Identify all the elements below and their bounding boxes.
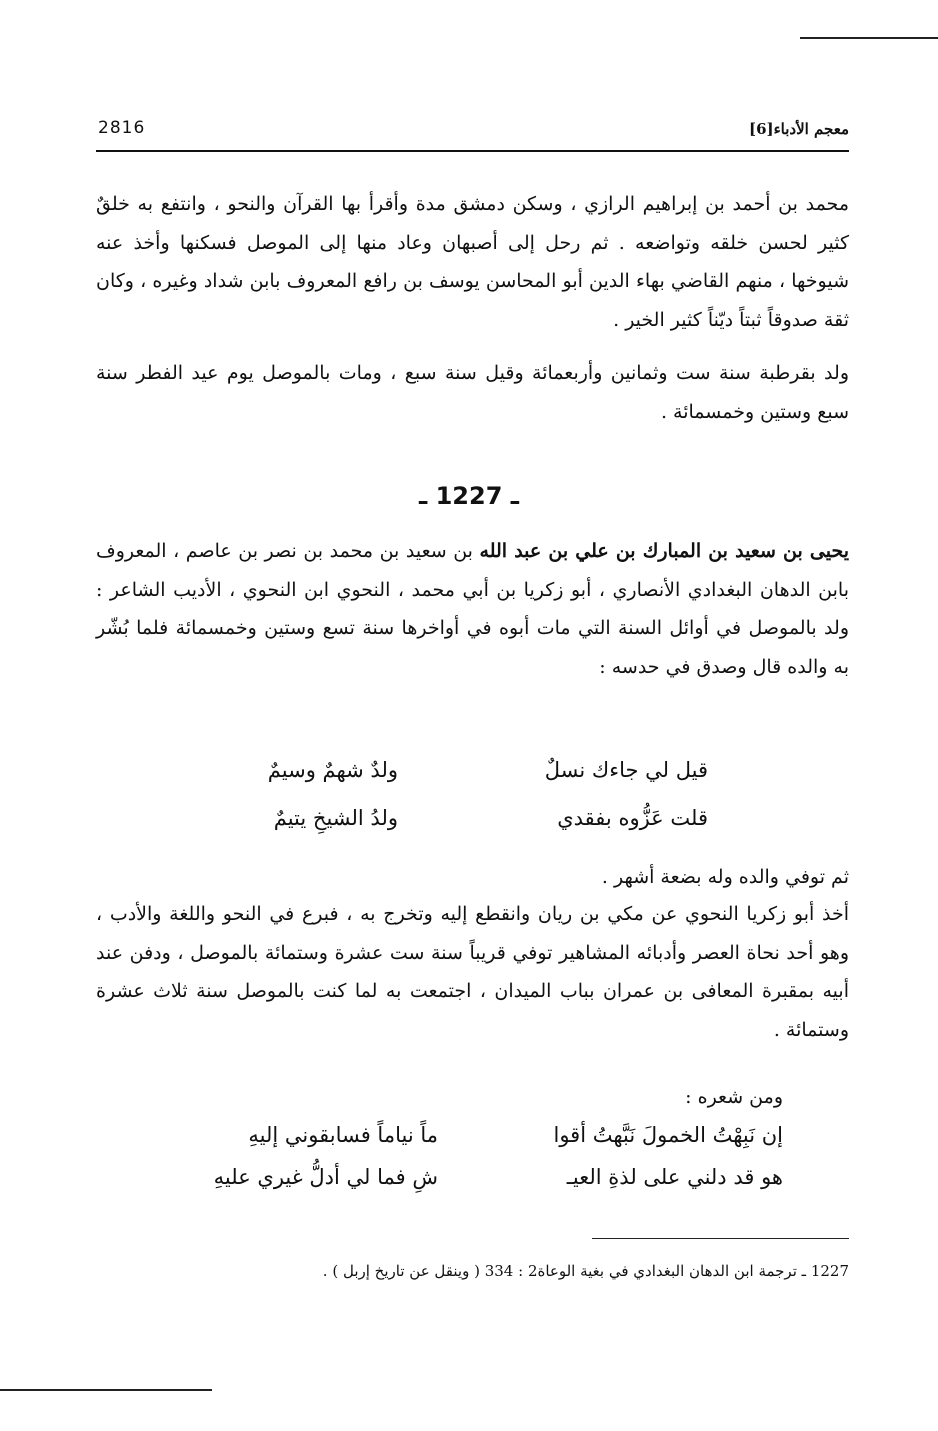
poem2-line2-hemistich-1: هو قد دلني على لذةِ العيـ xyxy=(566,1165,783,1189)
top-corner-rule xyxy=(800,37,938,39)
footnote-rule xyxy=(592,1238,849,1239)
poem2-line1-hemistich-2: ماً نياماً فسابقوني إليهِ xyxy=(248,1123,438,1147)
page-number: 2816 xyxy=(98,118,146,138)
page-header xyxy=(96,112,849,152)
book-title: معجم الأدباء[6] xyxy=(748,120,849,138)
biography-paragraph xyxy=(96,532,849,686)
poem1-line1-hemistich-2: ولدٌ شهمٌ وسيمٌ xyxy=(267,758,398,782)
footnote: 1227 ـ ترجمة ابن الدهان البغدادي في بغية الوعاة2 : 334 ( وينقل عن تاريخ إربل ) . xyxy=(322,1262,849,1280)
biography-text: بن سعيد بن محمد بن نصر بن عاصم ، المعروف بابن الدهان البغدادي الأنصاري ، أبو زكريا بن أبي محمد ، النحوي ابن النحوي ، الأديب الشاعر : ولد بالموصل في أوائل السنة التي مات أبوه في أواخرها سنة تسع وستين وخمسمائة فلما بُشّر به والده قال وصدق في حدسه : xyxy=(96,540,849,678)
header-rule xyxy=(96,150,849,152)
poem1-line1-hemistich-1: قيل لي جاءك نسلٌ xyxy=(544,758,708,782)
bottom-corner-rule xyxy=(0,1389,212,1391)
paragraph-1: محمد بن أحمد بن إبراهيم الرازي ، وسكن دمشق مدة وأقرأ بها القرآن والنحو ، وانتفع به خلقٌ كثير لحسن خلقه وتواضعه . ثم رحل إلى أصبهان وعاد منها إلى الموصل فسكنها وأخذ عنه شيوخها ، منهم القاضي بهاء الدين أبو المحاسن يوسف بن رافع المعروف بابن شداد وغيره ، وكان ثقة صدوقاً ثبتاً ديّناً كثير الخير . xyxy=(96,193,849,331)
poem2-line1-hemistich-1: إن نَبِهْتُ الخمولَ نَبَّهتُ أقوا xyxy=(553,1123,783,1147)
entry-number: ـ 1227 ـ xyxy=(419,482,519,510)
after-poem-text: ثم توفي والده وله بضعة أشهر . xyxy=(601,866,849,888)
subject-name: يحيى بن سعيد بن المبارك بن علي بن عبد الله xyxy=(479,540,850,562)
poem1-line2-hemistich-2: ولدُ الشيخِ يتيمٌ xyxy=(273,806,398,830)
paragraph-2: ولد بقرطبة سنة ست وثمانين وأربعمائة وقيل سنة سبع ، ومات بالموصل يوم عيد الفطر سنة سبع وستين وخمسمائة . xyxy=(96,362,849,423)
poem2-intro: ومن شعره : xyxy=(685,1086,783,1108)
poem1-line2-hemistich-1: قلت عَزُّوه بفقدي xyxy=(557,806,708,830)
poem2-line2-hemistich-2: شِ فما لي أدلُّ غيري عليهِ xyxy=(213,1165,438,1189)
paragraph-3: أخذ أبو زكريا النحوي عن مكي بن ريان وانقطع إليه وتخرج به ، فبرع في النحو واللغة والأدب ، وهو أحد نحاة العصر وأدبائه المشاهير توفي قريباً سنة ست عشرة وستمائة بالموصل ، ودفن عند أبيه بمقبرة المعافى بن عمران بباب الميدان ، اجتمعت به لما كنت بالموصل سنة ثلاث عشرة وستمائة . xyxy=(96,903,849,1041)
